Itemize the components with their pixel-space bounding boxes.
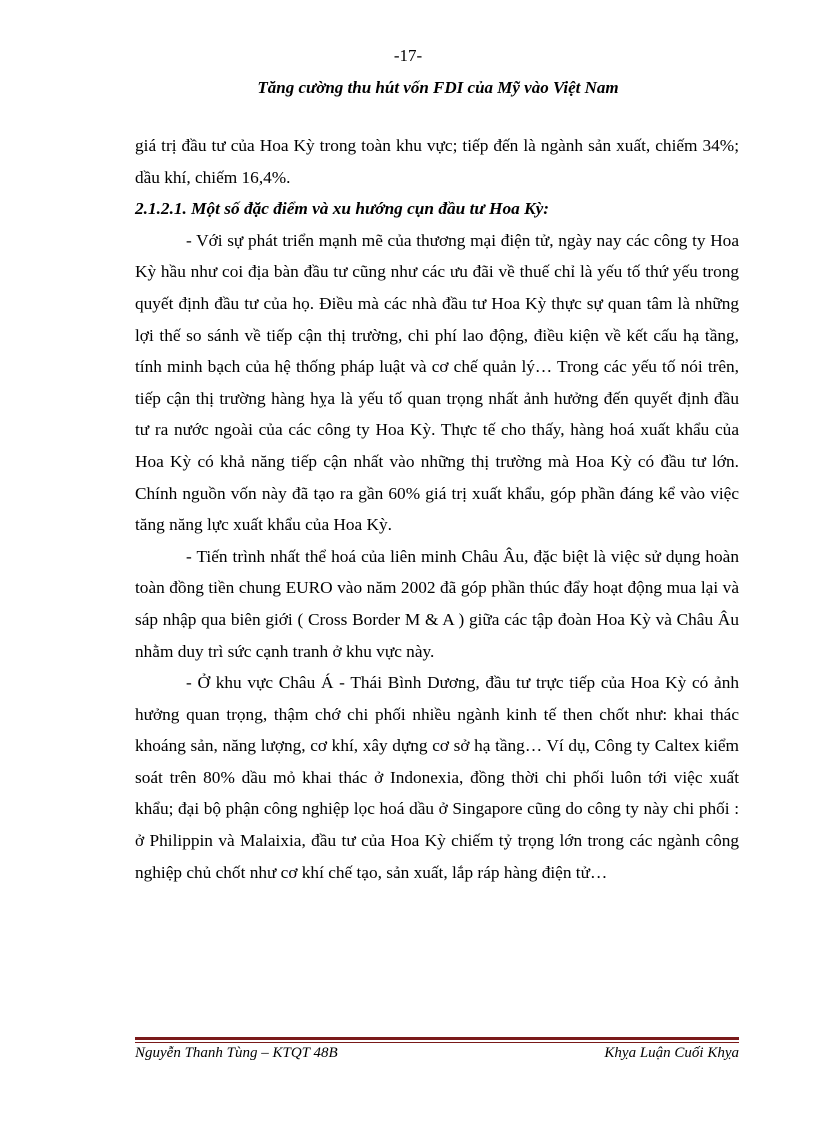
paragraph-continuation: giá trị đầu tư của Hoa Kỳ trong toàn khu vực; tiếp đến là ngành sản xuất, chiếm 34%; dầu khí, chiếm 16,4%. [135,136,739,187]
section-heading: 2.1.2.1. Một số đặc điểm và xu hướng cụn đầu tư Hoa Kỳ: [135,199,550,219]
running-header-title: Tăng cường thu hút vốn FDI của Mỹ vào Việt Nam [257,78,619,97]
paragraph-ecommerce: - Với sự phát triển mạnh mẽ của thương mại điện tử, ngày nay các công ty Hoa Kỳ hầu như coi địa bàn đầu tư cũng như các ưu đãi về thuế chỉ là yếu tố thứ yếu trong quyết định đầu tư của họ. Điều mà các nhà đầu tư Hoa Kỳ thực sự quan tâm là những lợi thế so sánh về tiếp cận thị trường, chi phí lao động, điều kiện về kết cấu hạ tầng, tính minh bạch của hệ thống pháp luật và cơ chế quản lý… Trong các yếu tố nói trên, tiếp cận thị trường hàng hỵa là yếu tố quan trọng nhất ảnh hưởng đến quyết định đầu tư ra nước ngoài của các công ty Hoa Kỳ. Thực tế cho thấy, hàng hoá xuất khẩu của Hoa Kỳ có khả năng tiếp cận nhất vào những thị trường mà Hoa Kỳ có đầu tư lớn. Chính nguồn vốn này đã tạo ra gần 60% giá trị xuất khẩu, góp phần đáng kể vào việc tăng năng lực xuất khẩu của Hoa Kỳ. [135,230,739,535]
footer-document-type: Khỵa Luận Cuối Khỵa [604,1045,739,1061]
footer-divider [135,1037,739,1043]
paragraph-asia-pacific: - Ở khu vực Châu Á - Thái Bình Dương, đầu tư trực tiếp của Hoa Kỳ có ảnh hưởng quan trọng, thậm chớ chi phối nhiều ngành kinh tế then chốt như: khai thác khoáng sản, năng lượng, cơ khí, xây dựng cơ sở hạ tầng… Ví dụ, Công ty Caltex kiểm soát trên 80% dầu mỏ khai thác ở Indonexia, đồng thời chi phối luôn tới việc xuất khẩu; đại bộ phận công nghiệp lọc hoá dầu ở Singapore cũng do công ty này chi phối : ở Philippin và Malaixia, đầu tư của Hoa Kỳ chiếm tỷ trọng lớn trong các ngành công nghiệp chủ chốt như cơ khí chế tạo, sản xuất, lắp ráp hàng điện tử… [135,673,739,882]
paragraph-europe: - Tiến trình nhất thể hoá của liên minh Châu Âu, đặc biệt là việc sử dụng hoàn toàn đồng tiền chung EURO vào năm 2002 đã góp phần thúc đẩy hoạt động mua lại và sáp nhập qua biên giới ( Cross Border M & A ) giữa các tập đoàn Hoa Kỳ và Châu Âu nhằm duy trì sức cạnh tranh ở khu vực này. [135,546,739,661]
footer-author: Nguyễn Thanh Tùng – KTQT 48B [135,1045,338,1061]
document-body [135,130,739,888]
page-number: -17- [393,46,423,65]
